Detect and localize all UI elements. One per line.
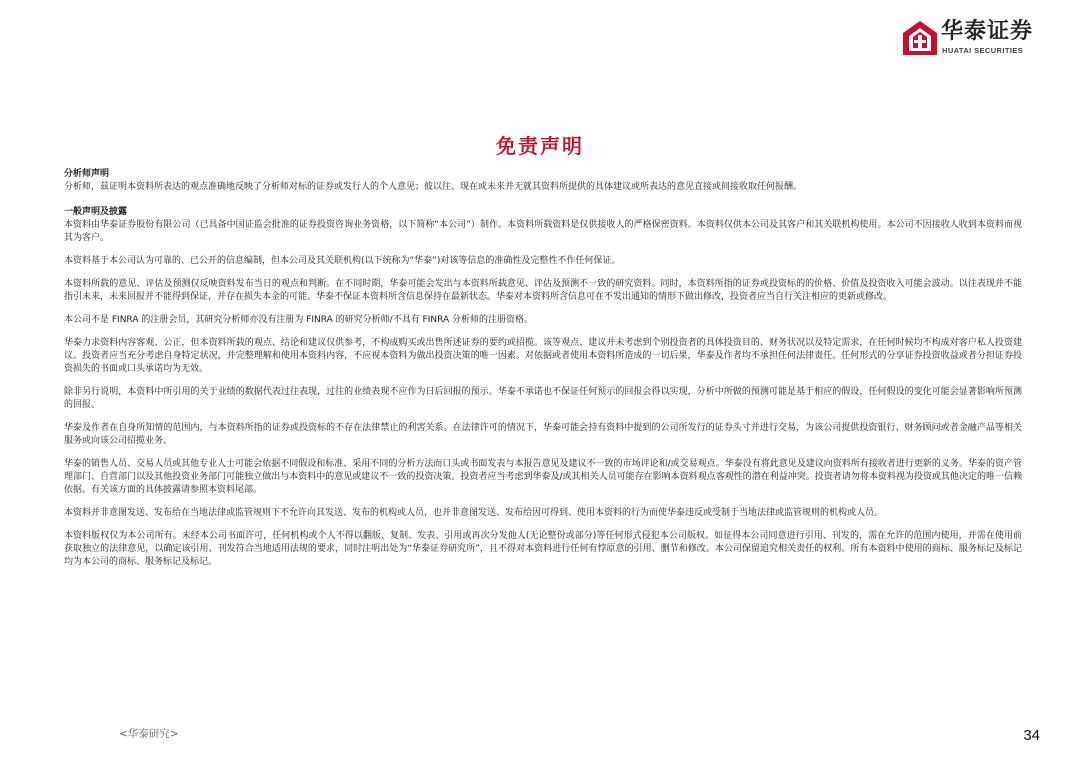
disclosure-paragraph: 本资料版权仅为本公司所有。未经本公司书面许可，任何机构或个人不得以翻版、复制、发表、引用或再次分发他人(无论整份或部分)等任何形式侵犯本公司版权。如征得本公司同意进行引用、刊发的，需在允许的范围内使用，并需在使用前获取独立的法律意见，以确定该引用、刊发符合当地适用法规的要求，同时注明出处为“华泰证券研究所”，且不得对本资料进行任何有悖原意的引用、删节和修改。本公司保留追究相关责任的权利。所有本资料中使用的商标、服务标记及标记均为本公司的商标、服务标记及标记。: [64, 531, 1022, 567]
page-title: 免责声明: [496, 134, 584, 158]
disclosure-paragraph: 本资料并非意图发送、发布给在当地法律或监管规则下不允许向其发送、发布的机构或人员，也并非意图发送、发布给因可得到、使用本资料的行为而使华泰违反或受制于当地法律或监管规则的机构或人员。: [64, 508, 884, 518]
general-disclosure-heading: 一般声明及披露: [64, 207, 128, 217]
disclosure-paragraph: 华泰的销售人员、交易人员或其他专业人士可能会依据不同假设和标准、采用不同的分析方法而口头或书面发表与本报告意见及建议不一致的市场评论和/或交易观点。华泰没有将此意见及建议向资料所有接收者进行更新的义务。华泰的资产管理部门、自营部门以及其他投资业务部门可能独立做出与本资料中的意见或建议不一致的投资决策。投资者应当考虑到华泰及/或其相关人员可能存在影响本资料观点客观性的潜在利益冲突。投资者请勿将本资料视为投资或其他决定的唯一信赖依据。有关该方面的具体披露请参照本资料尾部。: [64, 459, 1022, 495]
disclosure-paragraph: 本资料由华泰证券股份有限公司（已具备中国证监会批准的证券投资咨询业务资格，以下简称“本公司”）制作。本资料所载资料是仅供接收人的严格保密资料。本资料仅供本公司及其客户和其关联机构使用。本公司不因接收人收到本资料而视其为客户。: [64, 220, 1022, 243]
disclosure-paragraph: 华泰及作者在自身所知情的范围内，与本资料所指的证券或投资标的不存在法律禁止的利害关系。在法律许可的情况下，华泰可能会持有资料中提到的公司所发行的证券头寸并进行交易，为该公司提供投资银行、财务顾问或者金融产品等相关服务或向该公司招揽业务。: [64, 423, 1022, 446]
disclosure-paragraph: 本资料基于本公司认为可靠的、已公开的信息编制，但本公司及其关联机构(以下统称为“华泰”)对该等信息的准确性及完整性不作任何保证。: [64, 256, 621, 266]
logo-english-text: HUATAI SECURITIES: [942, 46, 1024, 55]
disclosure-paragraph: 华泰力求资料内容客观、公正，但本资料所载的观点、结论和建议仅供参考，不构成购买或出售所述证券的要约或招揽。该等观点、建议并未考虑到个别投资者的具体投资目的、财务状况以及特定需求，在任何时候均不构成对客户私人投资建议。投资者应当充分考虑自身特定状况，并完整理解和使用本资料内容，不应视本资料为做出投资决策的唯一因素。对依据或者使用本资料所造成的一切后果，华泰及作者均不承担任何法律责任。任何形式的分享证券投资收益或者分担证券投资损失的书面或口头承诺均为无效。: [64, 338, 1022, 374]
disclosure-paragraph: 本资料所载的意见、评估及预测仅反映资料发布当日的观点和判断。在不同时期，华泰可能会发出与本资料所载意见、评估及预测不一致的研究资料。同时，本资料所指的证券或投资标的的价格、价值及投资收入可能会波动。以往表现并不能指引未来，未来回报并不能得到保证，并存在损失本金的可能。华泰不保证本资料所含信息保持在最新状态。华泰对本资料所含信息可在不发出通知的情形下做出修改，投资者应当自行关注相应的更新或修改。: [64, 279, 1022, 302]
disclosure-paragraph: 除非另行说明，本资料中所引用的关于业绩的数据代表过往表现，过往的业绩表现不应作为日后回报的预示。华泰不承诺也不保证任何预示的回报会得以实现，分析中所做的预测可能是基于相应的假设，任何假设的变化可能会显著影响所预测的回报。: [64, 387, 1022, 410]
disclaimer-body: [64, 168, 1022, 569]
analyst-statement-heading: 分析师声明: [64, 169, 110, 179]
disclosure-paragraph: 本公司不是 FINRA 的注册会员，其研究分析师亦没有注册为 FINRA 的研究分析师/不具有 FINRA 分析师的注册资格。: [64, 315, 534, 325]
analyst-statement-text: 分析师，兹证明本资料所表达的观点准确地反映了分析师对标的证券或发行人的个人意见；彼以往、现在或未来并无就其资料所提供的具体建议或所表达的意见直接或间接收取任何报酬。: [64, 182, 803, 192]
page-number: 34: [1023, 727, 1040, 744]
huatai-logo-icon: [903, 21, 937, 55]
logo-chinese-text: 华泰证券: [941, 19, 1034, 44]
company-logo: [903, 19, 1033, 59]
footer-source-label: <华泰研究>: [119, 728, 179, 740]
